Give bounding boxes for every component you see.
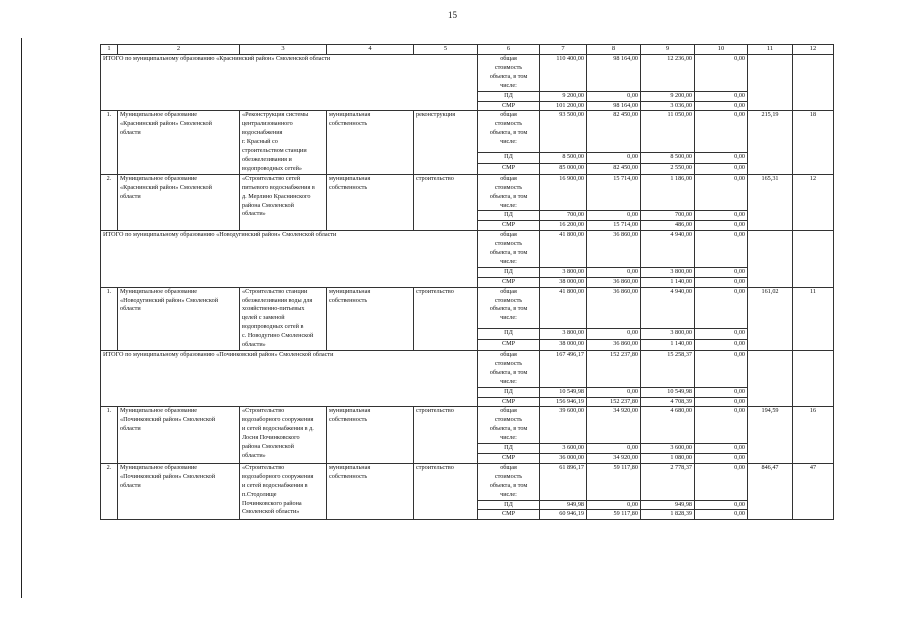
regional-funds-value: 9 200,00 [641,91,695,101]
federal-funds-value: 36 860,00 [587,277,641,287]
term-value: 47 [793,463,834,519]
regional-funds-value: 700,00 [641,211,695,221]
regional-funds-value: 1 828,39 [641,510,695,520]
local-funds-value: 0,00 [695,444,748,454]
total-cost-value: 949,98 [540,500,587,510]
ownership-form: муниципальная собственность [327,111,414,174]
regional-funds-value: 4 940,00 [641,231,695,268]
object-number: 2. [101,174,118,230]
column-number: 3 [240,45,327,55]
regional-funds-value: 1 080,00 [641,453,695,463]
ownership-form: муниципальная собственность [327,407,414,463]
federal-funds-value: 0,00 [587,387,641,397]
local-funds-value: 0,00 [695,277,748,287]
regional-funds-value: 12 236,00 [641,55,695,92]
regional-funds-value: 3 036,00 [641,101,695,111]
total-cost-value: 9 200,00 [540,91,587,101]
regional-funds-value: 2 550,00 [641,163,695,174]
regional-funds-value: 10 549,98 [641,387,695,397]
federal-funds-value: 59 117,80 [587,463,641,500]
total-cost-value: 3 600,00 [540,444,587,454]
total-cost-value: 156 946,19 [540,397,587,407]
federal-funds-value: 0,00 [587,328,641,339]
district-total-title: ИТОГО по муниципальному образованию «Краснинский район» Смоленской области [101,55,478,111]
regional-funds-value: 1 140,00 [641,339,695,350]
federal-funds-value: 34 920,00 [587,453,641,463]
object-name: «Строительство станции обезжелезивания воды для хозяйственно-питьевых целей с заменой водопроводных сетей в с. Новодугино Смоленской области» [240,287,327,350]
regional-funds-value: 4 680,00 [641,407,695,444]
federal-funds-value: 82 450,00 [587,111,641,152]
object-number: 2. [101,463,118,519]
local-funds-value: 0,00 [695,407,748,444]
cost-type-label: общая стоимость объекта, в том числе: [478,231,540,268]
federal-funds-value: 152 237,80 [587,397,641,407]
construction-type: строительство [414,407,478,463]
column-number: 1 [101,45,118,55]
ownership-form: муниципальная собственность [327,287,414,350]
column-number: 4 [327,45,414,55]
ownership-form: муниципальная собственность [327,463,414,519]
cost-type-label: СМР [478,221,540,231]
district-total-title: ИТОГО по муниципальному образованию «Новодугинский район» Смоленской области [101,231,478,287]
local-funds-value: 0,00 [695,351,748,388]
construction-type: реконструкция [414,111,478,174]
total-cost-value: 36 000,00 [540,453,587,463]
federal-funds-value: 0,00 [587,91,641,101]
local-funds-value: 0,00 [695,152,748,163]
capacity-value: 161,02 [748,287,793,350]
cost-type-label: общая стоимость объекта, в том числе: [478,174,540,211]
object-row [101,174,834,211]
regional-funds-value: 11 050,00 [641,111,695,152]
federal-funds-value: 36 860,00 [587,287,641,328]
total-cost-value: 10 549,98 [540,387,587,397]
empty-cell [748,55,793,111]
regional-funds-value: 949,98 [641,500,695,510]
local-funds-value: 0,00 [695,500,748,510]
total-cost-value: 93 500,00 [540,111,587,152]
total-cost-value: 110 400,00 [540,55,587,92]
local-funds-value: 0,00 [695,397,748,407]
cost-type-label: СМР [478,163,540,174]
local-funds-value: 0,00 [695,163,748,174]
local-funds-value: 0,00 [695,267,748,277]
cost-type-label: СМР [478,277,540,287]
federal-funds-value: 15 714,00 [587,221,641,231]
total-cost-value: 700,00 [540,211,587,221]
empty-cell [793,351,834,407]
local-funds-value: 0,00 [695,328,748,339]
total-cost-value: 38 000,00 [540,339,587,350]
term-value: 11 [793,287,834,350]
capacity-value: 846,47 [748,463,793,519]
cost-type-label: общая стоимость объекта, в том числе: [478,351,540,388]
total-cost-value: 61 896,17 [540,463,587,500]
column-number: 7 [540,45,587,55]
local-funds-value: 0,00 [695,510,748,520]
regional-funds-value: 4 708,39 [641,397,695,407]
district-total-title: ИТОГО по муниципальному образованию «Починковский район» Смоленской области [101,351,478,407]
cost-type-label: СМР [478,510,540,520]
construction-type: строительство [414,463,478,519]
column-number: 11 [748,45,793,55]
regional-funds-value: 4 940,00 [641,287,695,328]
total-cost-value: 60 946,19 [540,510,587,520]
total-cost-value: 38 000,00 [540,277,587,287]
cost-type-label: общая стоимость объекта, в том числе: [478,407,540,444]
federal-funds-value: 36 860,00 [587,339,641,350]
regional-funds-value: 1 140,00 [641,277,695,287]
cost-type-label: общая стоимость объекта, в том числе: [478,463,540,500]
object-row [101,463,834,500]
local-funds-value: 0,00 [695,111,748,152]
regional-funds-value: 2 778,37 [641,463,695,500]
federal-funds-value: 36 860,00 [587,231,641,268]
term-value: 12 [793,174,834,230]
object-number: 1. [101,111,118,174]
local-funds-value: 0,00 [695,221,748,231]
binding-margin-line [21,38,22,598]
empty-cell [748,351,793,407]
total-cost-value: 16 200,00 [540,221,587,231]
cost-type-label: ПД [478,328,540,339]
district-total-row [101,55,834,92]
empty-cell [793,55,834,111]
local-funds-value: 0,00 [695,101,748,111]
federal-funds-value: 82 450,00 [587,163,641,174]
column-number: 12 [793,45,834,55]
local-funds-value: 0,00 [695,387,748,397]
federal-funds-value: 15 714,00 [587,174,641,211]
local-funds-value: 0,00 [695,174,748,211]
local-funds-value: 0,00 [695,339,748,350]
total-cost-value: 39 600,00 [540,407,587,444]
district-total-row [101,231,834,268]
total-cost-value: 3 800,00 [540,267,587,277]
regional-funds-value: 3 800,00 [641,267,695,277]
total-cost-value: 85 000,00 [540,163,587,174]
object-name: «Строительство водозаборного сооружения и сетей водоснабжения в п.Стодолище Починковского района Смоленской области» [240,463,327,519]
municipality-name: Муниципальное образование «Новодугинский район» Смоленской области [118,287,240,350]
municipality-name: Муниципальное образование «Краснинский район» Смоленской области [118,174,240,230]
capacity-value: 194,59 [748,407,793,463]
ownership-form: муниципальная собственность [327,174,414,230]
municipality-name: Муниципальное образование «Починковский район» Смоленской области [118,463,240,519]
investment-objects-table [100,44,834,520]
cost-type-label: общая стоимость объекта, в том числе: [478,55,540,92]
column-number: 6 [478,45,540,55]
empty-cell [748,231,793,287]
object-number: 1. [101,407,118,463]
local-funds-value: 0,00 [695,453,748,463]
cost-type-label: ПД [478,211,540,221]
total-cost-value: 16 900,00 [540,174,587,211]
cost-type-label: СМР [478,339,540,350]
federal-funds-value: 0,00 [587,152,641,163]
federal-funds-value: 98 164,00 [587,55,641,92]
district-total-row [101,351,834,388]
construction-type: строительство [414,287,478,350]
object-name: «Строительство сетей питьевого водоснабжения в д. Мерлино Краснинского района Смоленской области» [240,174,327,230]
regional-funds-value: 8 500,00 [641,152,695,163]
cost-type-label: ПД [478,387,540,397]
local-funds-value: 0,00 [695,463,748,500]
term-value: 16 [793,407,834,463]
cost-type-label: ПД [478,267,540,277]
federal-funds-value: 0,00 [587,211,641,221]
term-value: 18 [793,111,834,174]
federal-funds-value: 34 920,00 [587,407,641,444]
capacity-value: 215,19 [748,111,793,174]
cost-type-label: СМР [478,397,540,407]
local-funds-value: 0,00 [695,287,748,328]
total-cost-value: 41 800,00 [540,231,587,268]
federal-funds-value: 152 237,80 [587,351,641,388]
object-number: 1. [101,287,118,350]
object-name: «Строительство водозаборного сооружения и сетей водоснабжения в д. Лосня Починковского района Смоленской области» [240,407,327,463]
column-number: 10 [695,45,748,55]
municipality-name: Муниципальное образование «Краснинский район» Смоленской области [118,111,240,174]
federal-funds-value: 0,00 [587,500,641,510]
federal-funds-value: 0,00 [587,444,641,454]
local-funds-value: 0,00 [695,91,748,101]
regional-funds-value: 486,00 [641,221,695,231]
empty-cell [793,231,834,287]
object-row [101,287,834,328]
cost-type-label: СМР [478,101,540,111]
regional-funds-value: 3 600,00 [641,444,695,454]
cost-type-label: ПД [478,500,540,510]
regional-funds-value: 15 258,37 [641,351,695,388]
column-number: 8 [587,45,641,55]
federal-funds-value: 98 164,00 [587,101,641,111]
column-number: 2 [118,45,240,55]
object-row [101,407,834,444]
construction-type: строительство [414,174,478,230]
column-number: 5 [414,45,478,55]
total-cost-value: 101 200,00 [540,101,587,111]
column-number: 9 [641,45,695,55]
regional-funds-value: 1 186,00 [641,174,695,211]
total-cost-value: 3 800,00 [540,328,587,339]
local-funds-value: 0,00 [695,55,748,92]
local-funds-value: 0,00 [695,211,748,221]
federal-funds-value: 0,00 [587,267,641,277]
cost-type-label: общая стоимость объекта, в том числе: [478,111,540,152]
object-name: «Реконструкция системы централизованного водоснабжения г. Красный со строительством станции обезжелезивания и водопроводных сетей» [240,111,327,174]
total-cost-value: 8 500,00 [540,152,587,163]
total-cost-value: 167 496,17 [540,351,587,388]
object-row [101,111,834,152]
column-number-row [101,45,834,55]
cost-type-label: ПД [478,152,540,163]
cost-type-label: ПД [478,91,540,101]
regional-funds-value: 3 800,00 [641,328,695,339]
capacity-value: 165,31 [748,174,793,230]
cost-type-label: СМР [478,453,540,463]
local-funds-value: 0,00 [695,231,748,268]
total-cost-value: 41 800,00 [540,287,587,328]
cost-type-label: общая стоимость объекта, в том числе: [478,287,540,328]
page-number: 15 [448,10,457,20]
federal-funds-value: 59 117,80 [587,510,641,520]
municipality-name: Муниципальное образование «Починковский район» Смоленской области [118,407,240,463]
cost-type-label: ПД [478,444,540,454]
